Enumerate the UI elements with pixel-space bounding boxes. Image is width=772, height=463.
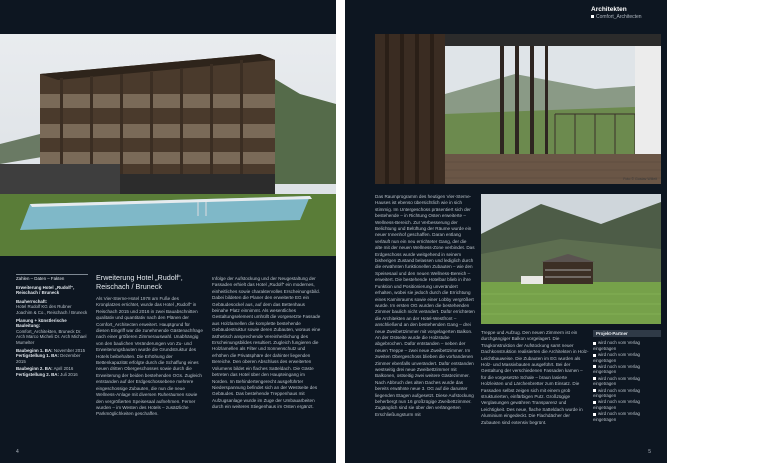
partner-item <box>593 340 661 351</box>
facts-f2-label: Fertigstellung 2. BA: <box>16 371 59 377</box>
bullet-square-icon <box>593 354 596 357</box>
header-square-icon <box>591 15 594 18</box>
facts-b2: April 2016 <box>53 366 74 372</box>
right-body-column-2 <box>481 330 589 429</box>
project-partner-box <box>593 330 661 423</box>
facts-heading: Zahlen – Daten – Fakten <box>16 276 65 281</box>
bullet-square-icon <box>593 389 596 392</box>
sidebar-top-rule <box>16 274 88 275</box>
partner-item-text: wird noch vom Verlag eingetragen <box>593 375 640 387</box>
partner-item <box>593 399 661 410</box>
bullet-square-icon <box>593 377 596 380</box>
partner-list <box>593 340 661 422</box>
article-title: Erweiterung Hotel „Rudolf“, Reischach / Bruneck <box>96 273 183 291</box>
hotel-landscape-photo <box>481 194 661 324</box>
facts-bauherr-label: Bauherrschaft: <box>16 298 48 304</box>
hotel-exterior-illustration <box>0 34 336 256</box>
left-col2-text: Infolge der Aufstockung und der Neugestaltung der Fassaden erhielt das Hotel „Rudolf“ ein modernes, einheitliches sowie charaktervolles Erscheinungsbild. Dabei bildeten die Planer den erweiterte EG ein Gebäudesockel aus, auf dem das Bettenhaus beinahe Platz einnimmt. Als wesentliches Gestaltungselement umhüllt die vorgesetzte Fassade aus Holzlamellen die komplette bestehende Gebäudestruktur sowie deren Zubauten, woraus eine ästhetisch ansprechende Vereinheitlichung des Erscheinungsbildes resultiert. Zugleich fungieren die Holzlamellen als Filter und Sonnenschutz und erhöhen die Privatsphäre der dahinter liegenden Bereiche. Den oberen Abschluss des erweiterten Volumens bildet ein flaches Satteldach. Die Gäste betreten das Hotel über den Haupteingang im Norden. Im Behindertengerecht ausgeführter Niederspannung befindet sich an der Westseite des Gebäudes. Das bestehende Treppenhaus mit Aufzugsanlage wurde im Zuge der Umbauarbeiten durch ein weiteres Stiegenhaus im Osten ergänzt. <box>212 276 321 410</box>
left-page <box>0 0 336 463</box>
running-header <box>591 6 642 21</box>
right-page-number: 5 <box>648 449 651 455</box>
partner-item-text: wird noch vom Verlag eingetragen <box>593 387 640 399</box>
partner-item-text: wird noch vom Verlag eingetragen <box>593 399 640 410</box>
facts-bauherr: Hotel Rudolf KG des Rubner Joachim & Co., Reischach / Bruneck <box>16 304 88 315</box>
balcony-photo <box>375 34 661 184</box>
bullet-square-icon <box>593 365 596 368</box>
photo-credit: Foto © Gustav Willeit <box>623 177 657 181</box>
right-page <box>345 0 667 463</box>
partner-item-text: wird noch vom Verlag eingetragen <box>593 411 640 422</box>
partner-item-text: wird noch vom Verlag eingetragen <box>593 340 640 351</box>
right-col2-text: Treppe und Aufzug. Den neuen Zimmern ist ein durchgängiger Balkon vorgelagert. Die Tragkonstruktion der Aufstockung samt neuer Dachkonstruktion realisierten die Architekten in Holz-Leichtbauweise. Die Zubauten im EG wurden als Holz- und Massivbauten ausgeführt. Bei der Gestaltung der verschiedenen Fassaden kamen – für die vorgesetzte Schale – braun lasierte Holzleisten und Lärchenbretter zum Einsatz. Die Fassaden selbst zeigen sich mit einem grob strukturierten, einfärbigen Putz. Großzügige Verglasungen gewähren Transparenz und Leichtigkeit. Des neue, flache Satteldach wurde in Aluminium eingedeckt. Die Flachdächer der Zubauten sind extensiv begrünt. <box>481 330 589 425</box>
partner-item <box>593 364 661 375</box>
hotel-landscape-illustration <box>481 194 661 324</box>
header-subtitle: Comfort_Architecten <box>596 14 642 20</box>
facts-f2: Juli 2016 <box>60 371 78 377</box>
facts-f1-label: Fertigstellung 1. BA: <box>16 353 59 359</box>
left-col1-text: Als Vier-Sterne-Hotel 1978 am Fuße des Kronplatzes errichtet, wurde das Hotel „Rudolf“ in Reischach 2015 und 2016 in zwei Bauabschnitten qualitativ und quantitativ nach den Plänen der Comfort_Architecten erweitert. Hauptgrund für diesen Eingriff war die zunehmende Gästenachfrage nach einer größeren Zimmerauswahl. Unabhängig von den baulichen Veränderungen von Zu- und Erweiterungsbauten wurde die Grundstruktur des Hotels beibehalten. Die Erhöhung der Bettenkapazität erfolgte durch die Schaffung eines neuen dritten Obergeschosses sowie durch die Erweiterung der beiden bestehenden OGs. Zugleich entstanden auf der Erdgeschossebene mehrere eingeschossige Zubauten, die nun die neue Wellness-Anlage mit diversen Ruheräumen sowie den vergrößerten Speisesaal aufnehmen. Ferner wurden – im Westen des Hotels – zusätzliche Parkmöglichkeiten geschaffen. <box>96 296 203 417</box>
bullet-square-icon <box>593 413 596 416</box>
partner-item <box>593 352 661 363</box>
facts-b2-label: Baubeginn 2. BA: <box>16 366 53 372</box>
partner-item <box>593 376 661 387</box>
header-title: Architekten <box>591 6 627 13</box>
facts-project: Erweiterung Hotel „Rudolf“, Reischach / Bruneck <box>16 284 75 296</box>
bullet-square-icon <box>593 401 596 404</box>
facts-b1-label: Baubeginn 1. BA: <box>16 347 53 353</box>
facts-planung: Comfort_Architekten, Bruneck Dr. Arch Marco Micheli Dr. Arch Michael Mumelter <box>16 328 87 345</box>
facts-sidebar <box>16 276 88 378</box>
right-col1-text: Das Raumprogramm des heutigen Vier-Sterne-Hauses ist ebenso übersichtlich wie in sich stimmig. Im Untergeschoss präsentiert sich der bestehende – in Richtung Osten erweiterte – Wellness-Bereich. Zur Verbesserung der Belichtung und Belüftung der Räume wurde ein neuer Innenhof geschaffen. Daran entlang verläuft nun ein neu errichteter Gang, der die alte mit der neuen Wellness-Zone verbindet. Das Erdgeschoss wurde weitgehend in seinem bisherigen Zustand belassen und lediglich durch die erwähnten funktionellen Zubauten – wie den Speisesaal und den neuen Wellness-Bereich – erweitert. Die bestehende Hotelbar blieb in ihre Funktion und Positionierung unverändert erhalten, wobei sie jedoch durch die Errichtung eines Kaminraums sowie einer Lobby vergrößert wurde. Im ersten OG wurden die bestehenden Zimmer baulich nicht verändert. Dafür errichteten die Architekten an der Hotel-Westfront – anschließend an den bestehenden Gang – drei neue Zweibettzimmer mit vorgelagerten Balkon. An der Ostseite wurde die Holzstube abgebrochen. Dafür entstanden – neben der neuen Treppe – zwei neue Zweibettzimmer. Im zweiten Obergeschoss blieben die vorhandenen Zimmer ebenfalls unverändert. Dafür entstanden westseitig drei neue Zweibettzimmer mit Balkonen, ostseitig zwei weitere Gästezimmer. Nach Abbruch des alten Daches wurde das bereits erwähnte neue 3. OG auf die darunter liegenden Etagen aufgesetzt. Diese Aufstockung beherbergt nun 16 großzügige Zweibettzimmer. Zugänglich sind sie über den verlängerten Erschließungsturm mit <box>375 194 475 417</box>
right-body-column-1 <box>375 194 475 421</box>
left-page-number: 4 <box>16 449 19 455</box>
facts-b1: November 2015 <box>53 347 86 353</box>
bullet-square-icon <box>593 342 596 345</box>
partner-item-text: wird noch vom Verlag eingetragen <box>593 352 640 363</box>
balcony-illustration <box>375 34 661 184</box>
left-body-column-1 <box>96 296 204 421</box>
facts-f1: Dezember 2015 <box>16 353 81 364</box>
facts-planung-label: Planung + künstlerische Bauleitung: <box>16 317 67 329</box>
left-body-column-2 <box>212 276 322 414</box>
partner-item <box>593 388 661 399</box>
partner-heading: Projekt-Partner <box>593 330 661 337</box>
hotel-exterior-photo <box>0 34 336 256</box>
partner-item-text: wird noch vom Verlag eingetragen <box>593 364 640 375</box>
partner-item <box>593 411 661 422</box>
